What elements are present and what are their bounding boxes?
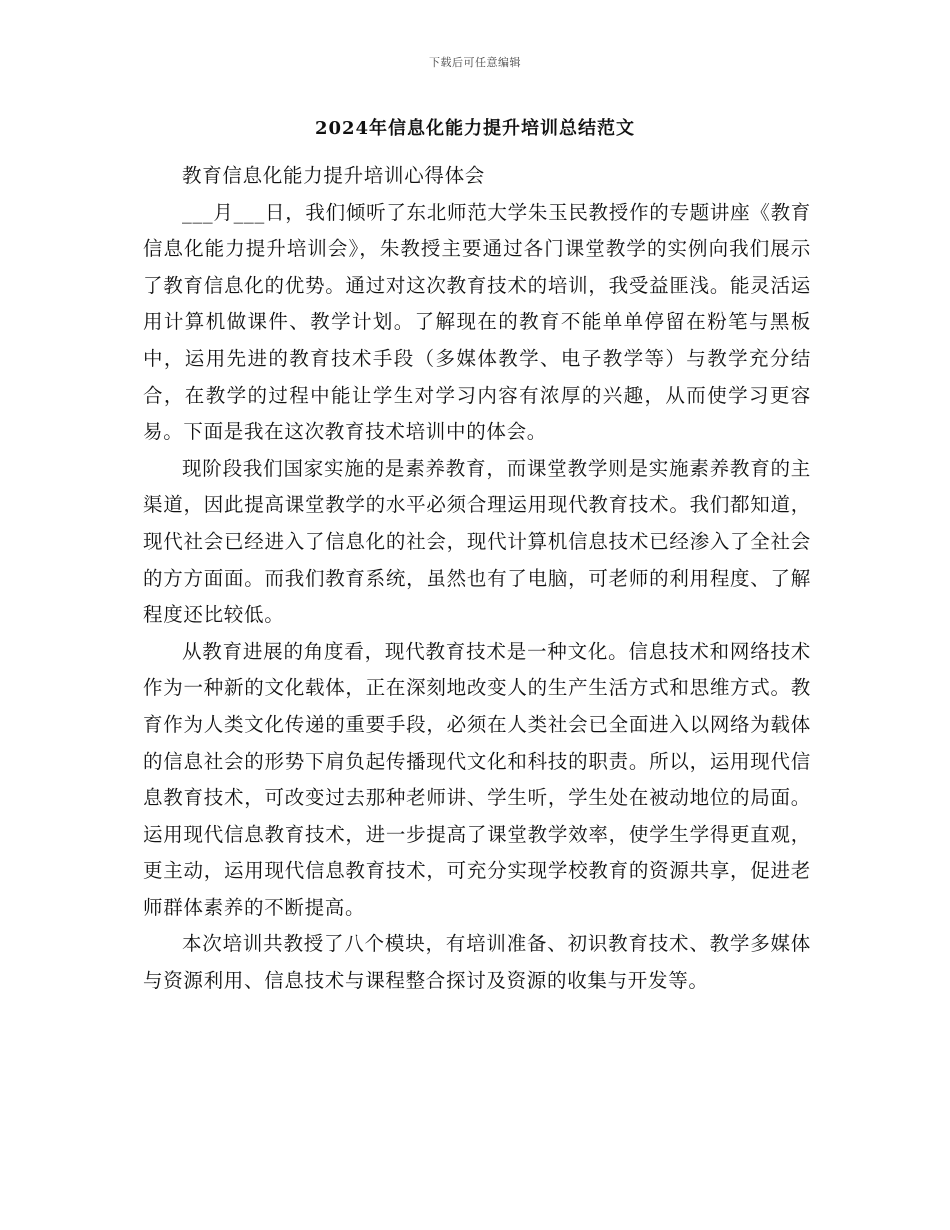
paragraph-3: 从教育进展的角度看，现代教育技术是一种文化。信息技术和网络技术作为一种新的文化载体，正在深刻地改变人的生产生活方式和思维方式。教育作为人类文化传递的重要手段，必须在人类社会已全面进入以网络为载体的信息社会的形势下肩负起传播现代文化和科技的职责。所以，运用现代信息教育技术，可改变过去那种老师讲、学生听，学生处在被动地位的局面。运用现代信息教育技术，进一步提高了课堂教学效率，使学生学得更直观，更主动，运用现代信息教育技术，可充分实现学校教育的资源共享，促进老师群体素养的不断提高。 (143, 639, 811, 919)
paragraph-1: ___月___日，我们倾听了东北师范大学朱玉民教授作的专题讲座《教育信息化能力提升培训会》，朱教授主要通过各门课堂教学的实例向我们展示了教育信息化的优势。通过对这次教育技术的培训，我受益匪浅。能灵活运用计算机做课件、教学计划。了解现在的教育不能单单停留在粉笔与黑板中，运用先进的教育技术手段（多媒体教学、电子教学等）与教学充分结合，在教学的过程中能让学生对学习内容有浓厚的兴趣，从而使学习更容易。下面是我在这次教育技术培训中的体会。 (143, 200, 811, 444)
header-note: 下载后可任意编辑 (429, 56, 521, 69)
document-body (143, 158, 811, 1000)
paragraph-4: 本次培训共教授了八个模块，有培训准备、初识教育技术、教学多媒体与资源利用、信息技术与课程整合探讨及资源的收集与开发等。 (143, 932, 811, 993)
document-subtitle: 教育信息化能力提升培训心得体会 (182, 164, 486, 187)
paragraph-2: 现阶段我们国家实施的是素养教育，而课堂教学则是实施素养教育的主渠道，因此提高课堂教学的水平必须合理运用现代教育技术。我们都知道，现代社会已经进入了信息化的社会，现代计算机信息技术已经渗入了全社会的方方面面。而我们教育系统，虽然也有了电脑，可老师的利用程度、了解程度还比较低。 (143, 456, 811, 627)
document-title: 2024年信息化能力提升培训总结范文 (314, 118, 636, 139)
